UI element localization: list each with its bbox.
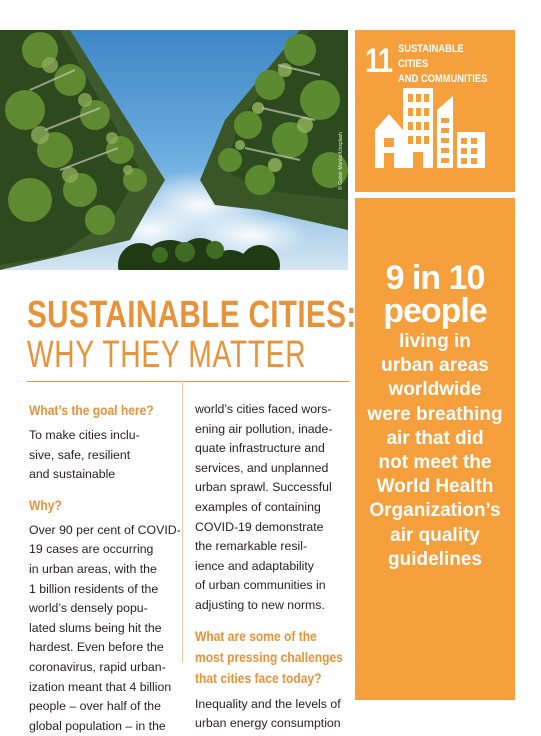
answer-text: To make cities inclu- sive, safe, resilient and sustainable	[29, 428, 140, 482]
question-heading: Why?	[29, 496, 62, 513]
question-heading: What are some of the most pressing challenges that cities face today?	[195, 627, 343, 686]
stat-big-line: 9 in 10	[385, 259, 485, 297]
sdg-number: 11	[365, 42, 393, 80]
stat-callout	[355, 198, 515, 700]
stat-body: living in urban areas worldwide were breathing air that did not meet the World Health Organization’s air quality guidelines	[367, 331, 503, 570]
sdg-title: SUSTAINABLE CITIES AND COMMUNITIES	[398, 43, 488, 85]
city-buildings-icon	[375, 88, 490, 170]
question-heading: What’s the goal here?	[29, 402, 154, 418]
page-title	[27, 296, 450, 376]
right-column	[195, 400, 350, 734]
left-column	[29, 400, 179, 736]
title-line-1: SUSTAINABLE CITIES:	[27, 294, 357, 336]
stat-big-line: people	[383, 292, 487, 330]
answer-text: world’s cities faced wors- ening air pollution, inade- quate infrastructure and services, and unplanned urban sprawl. Successful examples of containing COVID-19 demonstrate the remarkable resil- ience and adaptability of urban communities in adjusting to new norms.	[195, 402, 333, 612]
hero-photo	[0, 30, 348, 270]
divider	[27, 381, 349, 382]
sdg-badge	[355, 30, 515, 192]
title-line-2: WHY THEY MATTER	[27, 334, 307, 376]
answer-text: Over 90 per cent of COVID- 19 cases are occurring in urban areas, with the 1 billion residents of the world’s densely popu- lated slums being hit the hardest. Even before the coronavirus, rapid urban- ization meant that 4 billion people – over half of the global population – in the	[29, 522, 181, 733]
column-divider	[182, 381, 183, 663]
vertical-forest-photo	[0, 30, 348, 270]
answer-text: Inequality and the levels of urban energy consumption	[195, 696, 341, 731]
